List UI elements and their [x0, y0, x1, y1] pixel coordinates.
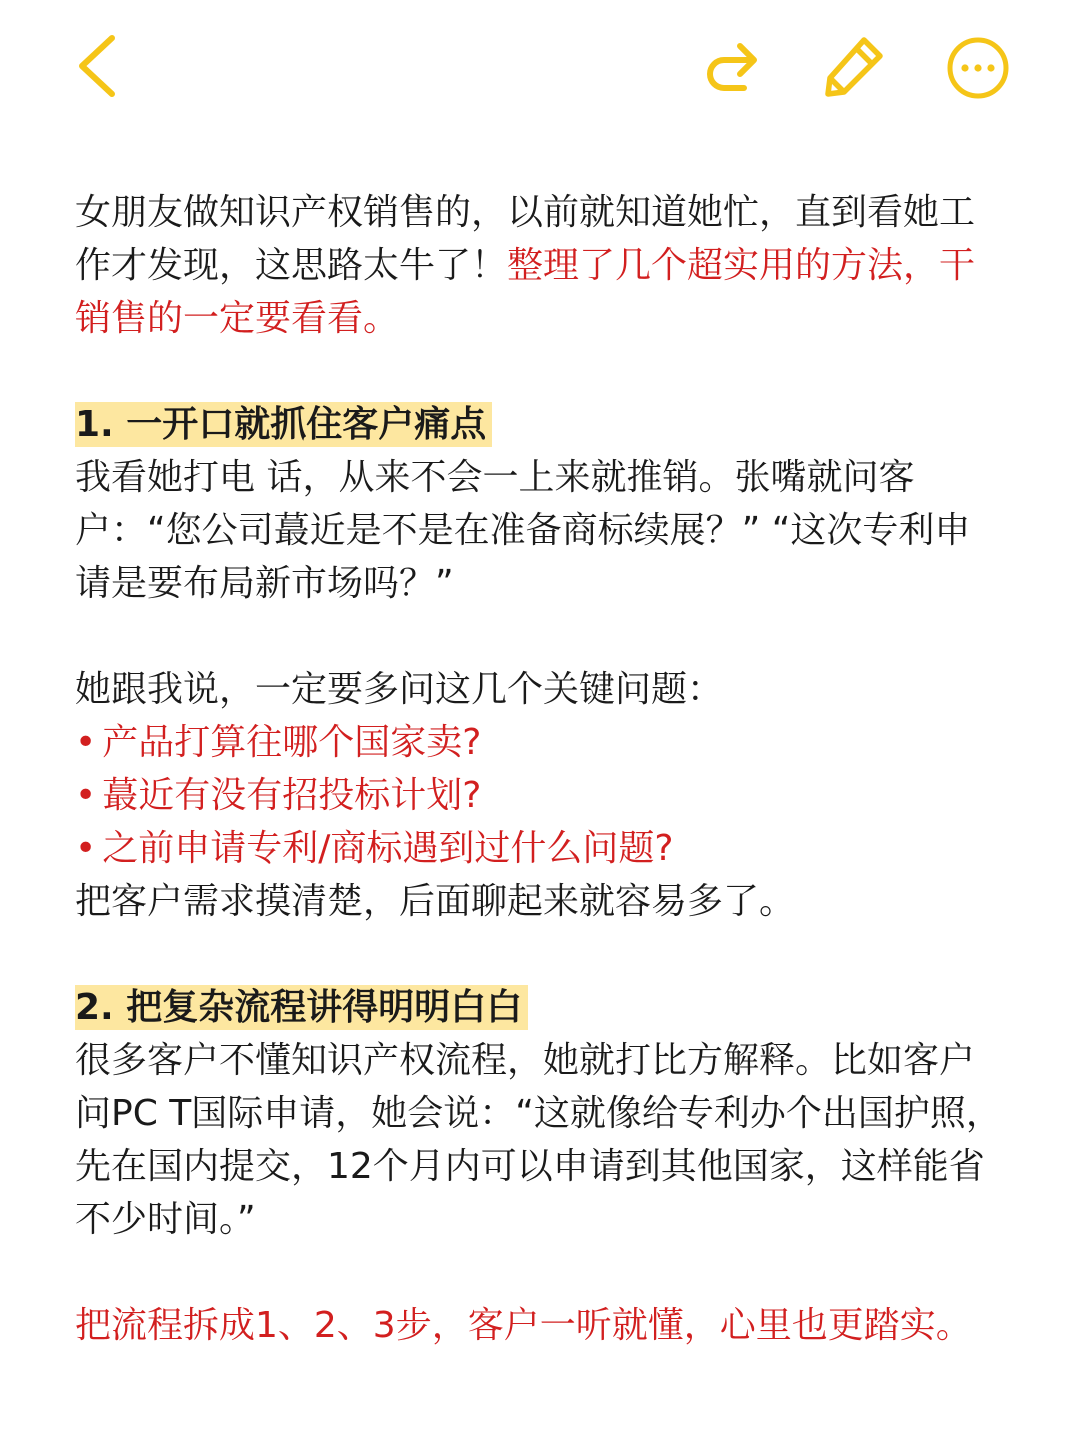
list-item: • 蕞近有没有招投标计划? — [75, 769, 1005, 822]
intro-highlight: 整理了几个超实用的方法，干销售的一定要看看。 — [75, 245, 976, 339]
list-item: • 产品打算往哪个国家卖? — [75, 716, 1005, 769]
top-toolbar — [0, 0, 1080, 140]
spacer — [75, 610, 1005, 663]
note-body — [75, 186, 1005, 1352]
more-dots-icon — [946, 36, 1010, 100]
share-button[interactable] — [700, 34, 766, 100]
more-button[interactable] — [946, 36, 1010, 100]
section2-highlight: 把流程拆成1、2、3步，客户一听就懂，心里也更踏实。 — [75, 1305, 972, 1346]
list-item: • 之前申请专利/商标遇到过什么问题? — [75, 822, 1005, 875]
edit-button[interactable] — [820, 32, 888, 100]
spacer — [75, 345, 1005, 398]
back-button[interactable] — [68, 30, 128, 102]
section2-heading: 2. 把复杂流程讲得明明白白 — [75, 981, 1005, 1034]
question-list — [75, 716, 1005, 875]
section1-body: 我看她打电 话，从来不会一上来就推销。张嘴就问客户：“您公司蕞近是不是在准备商标续展？” “这次专利申请是要布局新市场吗？” — [75, 457, 971, 604]
spacer — [75, 1246, 1005, 1299]
section1-conclusion: 把客户需求摸清楚，后面聊起来就容易多了。 — [75, 881, 796, 922]
intro-paragraph — [75, 186, 1005, 345]
spacer — [75, 928, 1005, 981]
share-redo-icon — [700, 34, 766, 100]
section1-heading: 1. 一开口就抓住客户痛点 — [75, 398, 1005, 451]
section2-body: 很多客户不懂知识产权流程，她就打比方解释。比如客户问PC T国际申请，她会说：“这就像给专利办个出国护照，先在国内提交，12个月内可以申请到其他国家，这样能省不少时间。” — [75, 1040, 1002, 1240]
intro-text: 女朋友做知识产权销售的，以前就知道她忙，直到看她工作才发现，这思路太牛了！ — [75, 192, 976, 286]
pencil-icon — [820, 32, 888, 100]
chevron-left-icon — [68, 30, 128, 102]
section1-lead: 她跟我说，一定要多问这几个关键问题： — [75, 669, 724, 710]
